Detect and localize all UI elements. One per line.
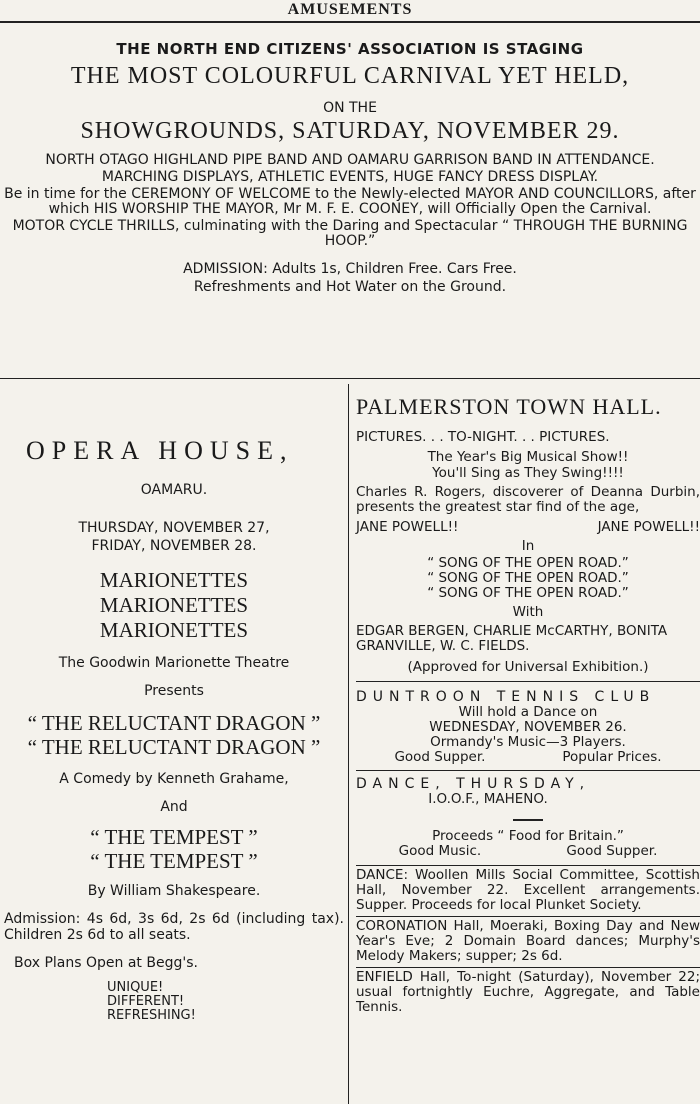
duntroon-ad xyxy=(356,682,700,771)
carnival-admission: ADMISSION: Adults 1s, Children Free. Cars Free. xyxy=(183,261,517,277)
duntroon-footer xyxy=(356,750,700,765)
opera-box-plans: Box Plans Open at Begg's. xyxy=(14,955,198,971)
marionettes-1: MARIONETTES xyxy=(99,568,249,592)
dance-venue: I.O.O.F., MAHENO. xyxy=(428,791,548,807)
carnival-line5: NORTH OTAGO HIGHLAND PIPE BAND AND OAMARU GARRISON BAND IN ATTENDANCE. xyxy=(45,152,655,168)
opera-and: And xyxy=(160,799,188,815)
film-1: “ SONG OF THE OPEN ROAD.” xyxy=(427,555,629,571)
duntroon-line1: Will hold a Dance on xyxy=(458,704,598,720)
duntroon-supper: Good Supper. xyxy=(394,749,486,765)
dance-title: DANCE, THURSDAY, xyxy=(356,776,591,792)
tagline-1: UNIQUE! xyxy=(107,980,164,995)
opera-presents: Presents xyxy=(144,683,204,699)
opera-date2: FRIDAY, NOVEMBER 28. xyxy=(91,538,257,554)
section-title: AMUSEMENTS xyxy=(287,1,413,18)
opera-date1: THURSDAY, NOVEMBER 27, xyxy=(78,520,270,536)
palmerston-in: In xyxy=(521,538,535,554)
duntroon-line3: Ormandy's Music—3 Players. xyxy=(430,734,626,750)
star-left: JANE POWELL!! xyxy=(356,519,459,535)
duntroon-line2: WEDNESDAY, NOVEMBER 26. xyxy=(429,719,627,735)
palmerston-stars xyxy=(356,519,700,535)
tagline-3: REFRESHING! xyxy=(107,1008,196,1023)
dance-supper: Good Supper. xyxy=(566,843,658,859)
duntroon-title: DUNTROON TENNIS CLUB xyxy=(356,689,656,705)
carnival-line4: SHOWGROUNDS, SATURDAY, NOVEMBER 29. xyxy=(80,118,620,144)
classified-1 xyxy=(356,866,700,917)
palmerston-cast: EDGAR BERGEN, CHARLIE McCARTHY, BONITA GRANVILLE, W. C. FIELDS. xyxy=(356,623,668,654)
show1-credit: A Comedy by Kenneth Grahame, xyxy=(59,771,289,787)
dance-divider xyxy=(513,819,543,821)
palmerston-ad xyxy=(356,394,700,682)
header-rule xyxy=(0,21,700,23)
star-right: JANE POWELL!! xyxy=(597,519,700,535)
two-column-area xyxy=(0,384,700,1104)
carnival-ad xyxy=(0,40,700,295)
show2-credit: By William Shakespeare. xyxy=(87,883,261,899)
maheno-dance-ad xyxy=(356,771,700,866)
opera-town: OAMARU. xyxy=(140,482,208,498)
palmerston-with: With xyxy=(512,604,544,620)
marionettes-3: MARIONETTES xyxy=(99,618,249,642)
show1-line2: “ THE RELUCTANT DRAGON ” xyxy=(27,735,321,759)
opera-admission: Admission: 4s 6d, 3s 6d, 2s 6d (including tax). Children 2s 6d to all seats. xyxy=(4,911,344,943)
classified-2 xyxy=(356,917,700,968)
amusements-header xyxy=(0,0,700,20)
opera-title: OPERA HOUSE, xyxy=(26,436,294,465)
tagline-2: DIFFERENT! xyxy=(107,994,185,1009)
dance-footer xyxy=(356,844,700,859)
film-2: “ SONG OF THE OPEN ROAD.” xyxy=(427,570,629,586)
show2-line1: “ THE TEMPEST ” xyxy=(90,825,258,849)
carnival-line7: Be in time for the CEREMONY OF WELCOME to the Newly-elected MAYOR AND COUNCILLORS, after which HIS WORSHIP THE MAYOR, Mr M. F. E. COONEY, will Officially Open the Carnival. xyxy=(4,186,696,217)
palmerston-title: PALMERSTON TOWN HALL. xyxy=(356,394,662,419)
palmerston-musical1: The Year's Big Musical Show!! xyxy=(427,449,629,465)
dance-proceeds: Proceeds “ Food for Britain.” xyxy=(432,828,624,844)
carnival-line3: ON THE xyxy=(323,100,377,116)
carnival-line2: THE MOST COLOURFUL CARNIVAL YET HELD, xyxy=(70,63,630,89)
carnival-line8: MOTOR CYCLE THRILLS, culminating with the Daring and Spectacular “ THROUGH THE BURNING HOOP.” xyxy=(12,218,688,249)
show1-line1: “ THE RELUCTANT DRAGON ” xyxy=(27,711,321,735)
opera-company: The Goodwin Marionette Theatre xyxy=(58,655,290,671)
carnival-refreshments: Refreshments and Hot Water on the Ground. xyxy=(193,279,507,295)
palmerston-approved: (Approved for Universal Exhibition.) xyxy=(407,659,649,675)
carnival-line1: THE NORTH END CITIZENS' ASSOCIATION IS STAGING xyxy=(116,40,584,58)
dance-music: Good Music. xyxy=(398,843,482,859)
right-column xyxy=(349,384,700,1104)
classified-coronation-hall: CORONATION Hall, Moeraki, Boxing Day and New Year's Eve; 2 Domain Board dances; Murphy's Melody Makers; supper; 2s 6d. xyxy=(356,918,700,964)
show2-line2: “ THE TEMPEST ” xyxy=(90,849,258,873)
duntroon-prices: Popular Prices. xyxy=(562,749,662,765)
palmerston-pictures: PICTURES. . . TO-NIGHT. . . PICTURES. xyxy=(356,429,610,445)
film-3: “ SONG OF THE OPEN ROAD.” xyxy=(427,585,629,601)
classified-woollen-mills: DANCE: Woollen Mills Social Committee, Scottish Hall, November 22. Excellent arrangements. Supper. Proceeds for local Plunket Society. xyxy=(356,867,700,913)
classified-3 xyxy=(356,968,700,1015)
classified-enfield-hall: ENFIELD Hall, To-night (Saturday), November 22; usual fortnightly Euchre, Aggregate, and Table Tennis. xyxy=(356,969,700,1015)
carnival-rule xyxy=(0,378,700,379)
palmerston-musical2: You'll Sing as They Swing!!!! xyxy=(432,465,624,481)
palmerston-intro: Charles R. Rogers, discoverer of Deanna Durbin, presents the greatest star find of the age, xyxy=(356,484,700,515)
carnival-line6: MARCHING DISPLAYS, ATHLETIC EVENTS, HUGE FANCY DRESS DISPLAY. xyxy=(101,169,599,185)
marionettes-2: MARIONETTES xyxy=(99,593,249,617)
opera-house-ad xyxy=(0,384,349,1104)
